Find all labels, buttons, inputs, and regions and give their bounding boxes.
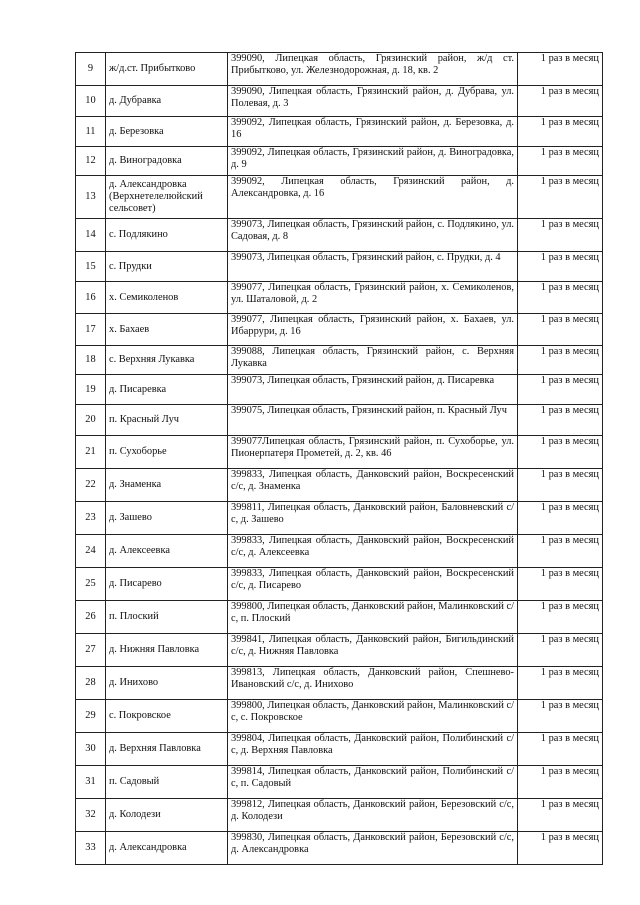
table-row — [76, 634, 603, 667]
settlement-name: д. Писаревка — [106, 375, 228, 405]
settlement-name: х. Бахаев — [106, 314, 228, 346]
settlement-name: д. Дубравка — [106, 86, 228, 117]
visit-frequency: 1 раз в месяц — [518, 346, 603, 375]
row-number: 21 — [76, 436, 106, 469]
table-row — [76, 219, 603, 252]
postal-address: 399073, Липецкая область, Грязинский район, с. Подлякино, ул. Садовая, д. 8 — [228, 219, 518, 252]
settlement-name: д. Знаменка — [106, 469, 228, 502]
visit-frequency: 1 раз в месяц — [518, 733, 603, 766]
row-number: 23 — [76, 502, 106, 535]
row-number: 19 — [76, 375, 106, 405]
table-row — [76, 53, 603, 86]
row-number: 31 — [76, 766, 106, 799]
visit-frequency: 1 раз в месяц — [518, 86, 603, 117]
table-row — [76, 799, 603, 832]
visit-frequency: 1 раз в месяц — [518, 766, 603, 799]
settlement-name: с. Прудки — [106, 252, 228, 282]
table-row — [76, 346, 603, 375]
settlement-name: п. Сухоборье — [106, 436, 228, 469]
row-number: 14 — [76, 219, 106, 252]
visit-frequency: 1 раз в месяц — [518, 219, 603, 252]
table-row — [76, 147, 603, 176]
table-row — [76, 176, 603, 219]
visit-frequency: 1 раз в месяц — [518, 282, 603, 314]
settlement-name: д. Березовка — [106, 117, 228, 147]
row-number: 22 — [76, 469, 106, 502]
settlement-name: п. Плоский — [106, 601, 228, 634]
visit-frequency: 1 раз в месяц — [518, 53, 603, 86]
visit-frequency: 1 раз в месяц — [518, 667, 603, 700]
settlement-name: д. Верхняя Павловка — [106, 733, 228, 766]
postal-address: 399813, Липецкая область, Данковский район, Спешнево-Ивановский с/с, д. Инихово — [228, 667, 518, 700]
table-row — [76, 700, 603, 733]
settlement-name: п. Садовый — [106, 766, 228, 799]
postal-address: 399090, Липецкая область, Грязинский район, д. Дубрава, ул. Полевая, д. 3 — [228, 86, 518, 117]
postal-address: 399075, Липецкая область, Грязинский район, п. Красный Луч — [228, 405, 518, 436]
row-number: 32 — [76, 799, 106, 832]
postal-address: 399814, Липецкая область, Данковский район, Полибинский с/с, п. Садовый — [228, 766, 518, 799]
visit-frequency: 1 раз в месяц — [518, 502, 603, 535]
table-row — [76, 733, 603, 766]
table-row — [76, 405, 603, 436]
visit-frequency: 1 раз в месяц — [518, 568, 603, 601]
table-row — [76, 766, 603, 799]
visit-frequency: 1 раз в месяц — [518, 314, 603, 346]
settlement-name: с. Покровское — [106, 700, 228, 733]
row-number: 25 — [76, 568, 106, 601]
row-number: 9 — [76, 53, 106, 86]
row-number: 30 — [76, 733, 106, 766]
postal-address: 399088, Липецкая область, Грязинский район, с. Верхняя Лукавка — [228, 346, 518, 375]
postal-address: 399833, Липецкая область, Данковский район, Воскресенский с/с, д. Алексеевка — [228, 535, 518, 568]
table-row — [76, 568, 603, 601]
table-row — [76, 375, 603, 405]
postal-address: 399800, Липецкая область, Данковский район, Малинковский с/с, с. Покровское — [228, 700, 518, 733]
visit-frequency: 1 раз в месяц — [518, 375, 603, 405]
row-number: 12 — [76, 147, 106, 176]
settlement-name: д. Писарево — [106, 568, 228, 601]
settlement-name: ж/д.ст. Прибытково — [106, 53, 228, 86]
postal-address: 399077, Липецкая область, Грязинский район, х. Бахаев, ул. Ибаррури, д. 16 — [228, 314, 518, 346]
settlement-name: д. Александровка — [106, 832, 228, 865]
schedule-table — [75, 52, 603, 865]
settlement-name: д. Инихово — [106, 667, 228, 700]
table-row — [76, 502, 603, 535]
row-number: 20 — [76, 405, 106, 436]
settlement-name: с. Подлякино — [106, 219, 228, 252]
row-number: 24 — [76, 535, 106, 568]
settlement-name: с. Верхняя Лукавка — [106, 346, 228, 375]
table-row — [76, 601, 603, 634]
postal-address: 399073, Липецкая область, Грязинский район, д. Писаревка — [228, 375, 518, 405]
postal-address: 399092, Липецкая область, Грязинский район, д. Виноградовка, д. 9 — [228, 147, 518, 176]
row-number: 33 — [76, 832, 106, 865]
visit-frequency: 1 раз в месяц — [518, 117, 603, 147]
postal-address: 399804, Липецкая область, Данковский район, Полибинский с/с, д. Верхняя Павловка — [228, 733, 518, 766]
visit-frequency: 1 раз в месяц — [518, 147, 603, 176]
postal-address: 399833, Липецкая область, Данковский район, Воскресенский с/с, д. Писарево — [228, 568, 518, 601]
postal-address: 399077, Липецкая область, Грязинский район, х. Семиколенов, ул. Шаталовой, д. 2 — [228, 282, 518, 314]
visit-frequency: 1 раз в месяц — [518, 469, 603, 502]
visit-frequency: 1 раз в месяц — [518, 436, 603, 469]
table-row — [76, 832, 603, 865]
row-number: 27 — [76, 634, 106, 667]
row-number: 28 — [76, 667, 106, 700]
table-body — [76, 53, 603, 865]
visit-frequency: 1 раз в месяц — [518, 799, 603, 832]
visit-frequency: 1 раз в месяц — [518, 405, 603, 436]
visit-frequency: 1 раз в месяц — [518, 252, 603, 282]
settlement-name: д. Нижняя Павловка — [106, 634, 228, 667]
row-number: 13 — [76, 176, 106, 219]
settlement-name: д. Алексеевка — [106, 535, 228, 568]
table-row — [76, 535, 603, 568]
row-number: 11 — [76, 117, 106, 147]
visit-frequency: 1 раз в месяц — [518, 176, 603, 219]
postal-address: 399811, Липецкая область, Данковский район, Баловневский с/с, д. Зашево — [228, 502, 518, 535]
row-number: 17 — [76, 314, 106, 346]
visit-frequency: 1 раз в месяц — [518, 601, 603, 634]
postal-address: 399812, Липецкая область, Данковский район, Березовский с/с, д. Колодези — [228, 799, 518, 832]
postal-address: 399090, Липецкая область, Грязинский район, ж/д ст. Прибытково, ул. Железнодорожная, д. 18, кв. 2 — [228, 53, 518, 86]
table-row — [76, 86, 603, 117]
settlement-name: д. Виноградовка — [106, 147, 228, 176]
settlement-name: д. Зашево — [106, 502, 228, 535]
postal-address: 399830, Липецкая область, Данковский район, Березовский с/с, д. Александровка — [228, 832, 518, 865]
row-number: 10 — [76, 86, 106, 117]
postal-address: 399092, Липецкая область, Грязинский район, д. Александровка, д. 16 — [228, 176, 518, 219]
table-row — [76, 117, 603, 147]
settlement-name: п. Красный Луч — [106, 405, 228, 436]
postal-address: 399092, Липецкая область, Грязинский район, д. Березовка, д. 16 — [228, 117, 518, 147]
postal-address: 399841, Липецкая область, Данковский район, Бигильдинский с/с, д. Нижняя Павловка — [228, 634, 518, 667]
visit-frequency: 1 раз в месяц — [518, 832, 603, 865]
postal-address: 399077Липецкая область, Грязинский район, п. Сухоборье, ул. Пионерпатеря Прометей, д. 2, кв. 46 — [228, 436, 518, 469]
row-number: 16 — [76, 282, 106, 314]
visit-frequency: 1 раз в месяц — [518, 700, 603, 733]
settlement-name: д. Колодези — [106, 799, 228, 832]
settlement-name: х. Семиколенов — [106, 282, 228, 314]
table-row — [76, 667, 603, 700]
postal-address: 399833, Липецкая область, Данковский район, Воскресенский с/с, д. Знаменка — [228, 469, 518, 502]
row-number: 26 — [76, 601, 106, 634]
table-row — [76, 469, 603, 502]
postal-address: 399800, Липецкая область, Данковский район, Малинковский с/с, п. Плоский — [228, 601, 518, 634]
row-number: 29 — [76, 700, 106, 733]
settlement-name: д. Александровка (Верхнетелелюйский сельсовет) — [106, 176, 228, 219]
row-number: 15 — [76, 252, 106, 282]
visit-frequency: 1 раз в месяц — [518, 634, 603, 667]
visit-frequency: 1 раз в месяц — [518, 535, 603, 568]
postal-address: 399073, Липецкая область, Грязинский район, с. Прудки, д. 4 — [228, 252, 518, 282]
table-row — [76, 282, 603, 314]
row-number: 18 — [76, 346, 106, 375]
table-row — [76, 314, 603, 346]
table-row — [76, 252, 603, 282]
table-row — [76, 436, 603, 469]
